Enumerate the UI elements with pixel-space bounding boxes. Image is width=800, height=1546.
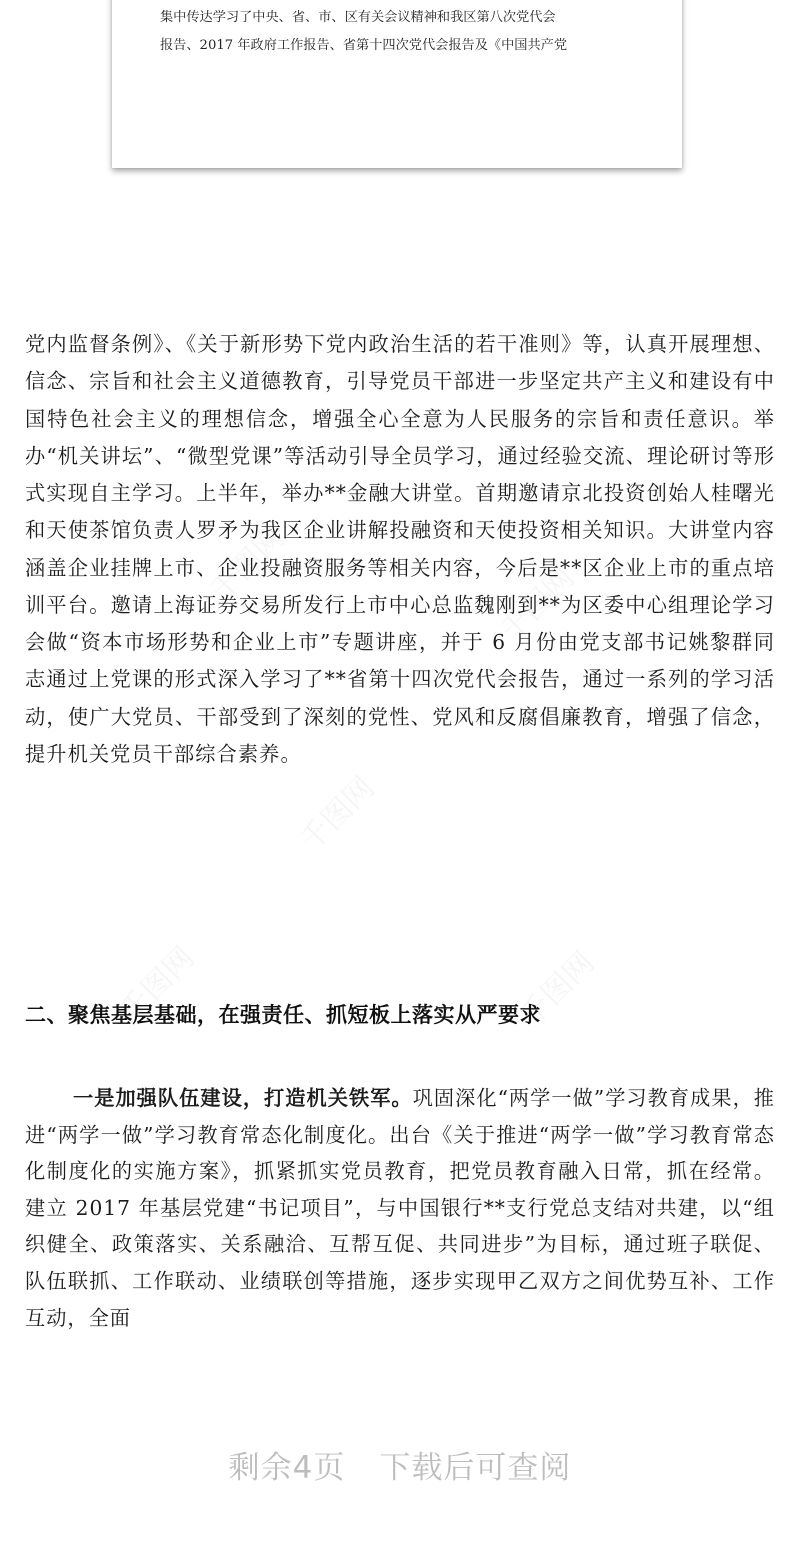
watermark: 千图网 [493,560,582,649]
remaining-pages-label: 剩余4页 [228,1450,346,1486]
download-to-view-label: 下载后可查阅 [379,1450,572,1486]
preview-text-line-2: 报告、2017 年政府工作报告、省第十四次党代会报告及《中国共产党 [160,38,568,53]
paragraph-lead-phrase: 一是加强队伍建设，打造机关铁军。 [73,1086,413,1110]
download-prompt[interactable] [0,1442,800,1487]
watermark: 千图网 [513,945,602,1034]
watermark: 千图网 [293,770,382,859]
body-paragraph-1: 党内监督条例》、《关于新形势下党内政治生活的若干准则》等，认真开展理想、信念、宗旨和社会主义道德教育，引导党员干部进一步坚定共产主义和建设有中国特色社会主义的理想信念，增强全心全意为人民服务的宗旨和责任意识。举办“机关讲坛”、“微型党课”等活动引导全员学习，通过经验交流、理论研讨等形式实现自主学习。上半年，举办**金融大讲堂。首期邀请京北投资创始人桂曙光和天使茶馆负责人罗矛为我区企业讲解投融资和天使投资相关知识。大讲堂内容涵盖企业挂牌上市、企业投融资服务等相关内容，今后是**区企业上市的重点培训平台。邀请上海证券交易所发行上市中心总监魏刚到**为区委中心组理论学习会做“资本市场形势和企业上市”专题讲座，并于 6 月份由党支部书记姚黎群同志通过上党课的形式深入学习了**省第十四次党代会报告，通过一系列的学习活动，使广大党员、干部受到了深刻的党性、党风和反腐倡廉教育，增强了信念，提升机关党员干部综合素养。 [25,332,775,766]
preview-text-line-1: 集中传达学习了中央、省、市、区有关会议精神和我区第八次党代会 [160,10,556,25]
section-heading: 二、聚焦基层基础，在强责任、抓短板上落实从严要求 [25,1003,541,1027]
watermark: 千图网 [113,940,202,1029]
watermark: 千图网 [203,520,292,609]
paragraph-body-text: 巩固深化“两学一做”学习教育成果，推进“两学一做”学习教育常态化制度化。出台《关于推进“两学一做”学习教育常态化制度化的实施方案》，抓紧抓实党员教育，把党员教育融入日常，抓在经常。建立 2017 年基层党建“书记项目”，与中国银行**支行党总支结对共建，以“组织健全、政策落实、关系融洽、互帮互促、共同进步”为目标，通过班子联促、队伍联抓、工作联动、业绩联创等措施，逐步实现甲乙双方之间优势互补、工作互动，全面 [25,1086,775,1330]
body-paragraph-2 [25,1080,775,1336]
document-page-preview [112,0,682,168]
